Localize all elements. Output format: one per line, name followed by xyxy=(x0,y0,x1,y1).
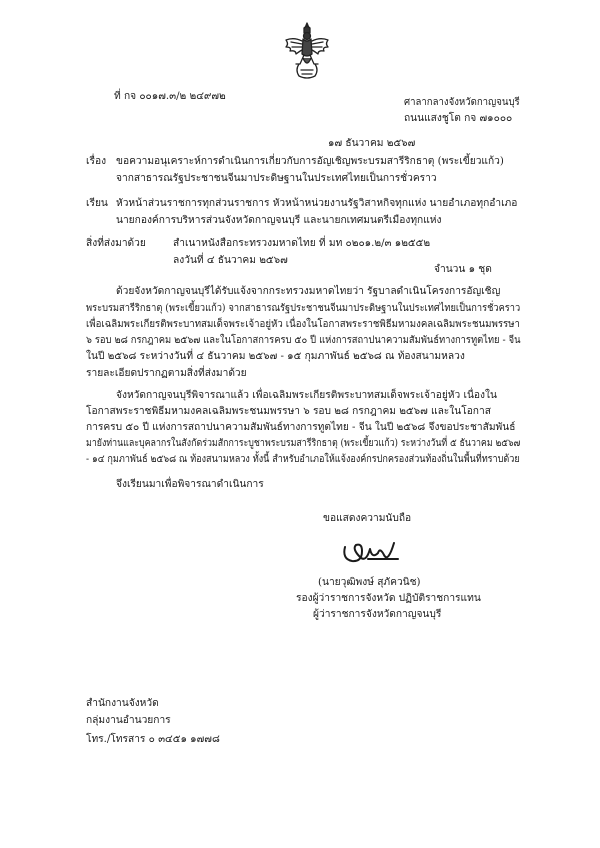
paragraph-1-line: รายละเอียดปรากฏตามสิ่งที่ส่งมาด้วย xyxy=(86,368,247,379)
footer-unit: กลุ่มงานอำนวยการ xyxy=(86,715,171,726)
paragraph-1-line: ๖ รอบ ๒๘ กรกฎาคม ๒๕๖๗ และในโอกาสการครบ ๕๐ ปี แห่งการสถาปนาความสัมพันธ์ทางการทูตไทย - จีน xyxy=(86,335,521,346)
subject-line-1: ขอความอนุเคราะห์การดำเนินการเกี่ยวกับการอัญเชิญพระบรมสารีริกธาตุ (พระเขี้ยวแก้ว) xyxy=(116,156,504,167)
salutation: ขอแสดงความนับถือ xyxy=(323,513,412,524)
closing-request: จึงเรียนมาเพื่อพิจารณาดำเนินการ xyxy=(116,479,264,490)
document-date: ๑๗ ธันวาคม ๒๕๖๗ xyxy=(328,138,416,149)
enclosure-quantity: จำนวน ๑ ชุด xyxy=(434,264,492,275)
paragraph-1-line: ในปี ๒๕๖๘ ระหว่างวันที่ ๔ ธันวาคม ๒๕๖๗ - ๑๕ กุมภาพันธ์ ๒๕๖๘ ณ ท้องสนามหลวง xyxy=(86,351,465,362)
document-number: ที่ กจ ๐๐๑๗.๓/๒ ๒๔๙๗๒ xyxy=(114,91,226,102)
paragraph-1-line: เพื่อเฉลิมพระเกียรติพระบาทสมเด็จพระเจ้าอยู่หัว เนื่องในโอกาสพระราชพิธีมหามงคลเฉลิมพระชนมพรรษา xyxy=(86,319,520,330)
recipient-line-2: นายกองค์การบริหารส่วนจังหวัดกาญจนบุรี และนายกเทศมนตรีเมืองทุกแห่ง xyxy=(116,215,442,226)
signer-title-2: ผู้ว่าราชการจังหวัดกาญจนบุรี xyxy=(313,609,442,620)
paragraph-2-line: จังหวัดกาญจนบุรีพิจารณาแล้ว เพื่อเฉลิมพระเกียรติพระบาทสมเด็จพระเจ้าอยู่หัว เนื่องใน xyxy=(116,390,497,401)
office-name: ศาลากลางจังหวัดกาญจนบุรี xyxy=(404,97,520,108)
enclosure-label: สิ่งที่ส่งมาด้วย xyxy=(86,238,146,249)
footer-contact: โทร./โทรสาร ๐ ๓๔๕๑ ๑๗๗๘ xyxy=(86,734,220,745)
footer-department: สำนักงานจังหวัด xyxy=(86,698,159,709)
office-address: ถนนแสงชูโต กจ ๗๑๐๐๐ xyxy=(404,113,513,124)
recipient-label: เรียน xyxy=(86,198,108,209)
paragraph-2-line: มายังท่านและบุคลากรในสังกัดร่วมสักการะบูชาพระบรมสารีริกธาตุ (พระเขี้ยวแก้ว) ระหว่างวันที่ ๕ ธันวาคม ๒๕๖๗ xyxy=(86,438,521,449)
enclosure-line-2: ลงวันที่ ๔ ธันวาคม ๒๕๖๗ xyxy=(173,255,288,266)
paragraph-2-line: โอกาสพระราชพิธีมหามงคลเฉลิมพระชนมพรรษา ๖ รอบ ๒๘ กรกฎาคม ๒๕๖๗ และในโอกาส xyxy=(86,406,491,417)
subject-label: เรื่อง xyxy=(86,156,107,167)
recipient-line-1: หัวหน้าส่วนราชการทุกส่วนราชการ หัวหน้าหน่วยงานรัฐวิสาหกิจทุกแห่ง นายอำเภอทุกอำเภอ xyxy=(116,198,518,209)
paragraph-2-line: การครบ ๕๐ ปี แห่งการสถาปนาความสัมพันธ์ทางการทูตไทย - จีน ในปี ๒๕๖๘ จึงขอประชาสัมพันธ์ xyxy=(86,422,516,433)
signer-title-1: รองผู้ว่าราชการจังหวัด ปฏิบัติราชการแทน xyxy=(296,593,481,604)
garuda-emblem-icon xyxy=(282,20,332,82)
handwritten-signature xyxy=(340,537,404,571)
subject-line-2: จากสาธารณรัฐประชาชนจีนมาประดิษฐานในประเทศไทยเป็นการชั่วคราว xyxy=(116,173,437,184)
paragraph-1-line: พระบรมสารีริกธาตุ (พระเขี้ยวแก้ว) จากสาธารณรัฐประชาชนจีนมาประดิษฐานในประเทศไทยเป็นการชั่วคราว xyxy=(86,303,521,314)
enclosure-line-1: สำเนาหนังสือกระทรวงมหาดไทย ที่ มท ๐๒๐๑.๒/๓ ๑๒๕๕๒ xyxy=(173,238,431,249)
paragraph-1-line: ด้วยจังหวัดกาญจนบุรีได้รับแจ้งจากกระทรวงมหาดไทยว่า รัฐบาลดำเนินโครงการอัญเชิญ xyxy=(116,286,501,297)
paragraph-2-line: - ๑๔ กุมภาพันธ์ ๒๕๖๘ ณ ท้องสนามหลวง ทั้งนี้ สำหรับอำเภอให้แจ้งองค์กรปกครองส่วนท้องถิ่นในพื้นที่ทราบด้วย xyxy=(86,454,520,465)
signer-name: (นายวุฒิพงษ์ สุภัควนิช) xyxy=(318,577,421,588)
